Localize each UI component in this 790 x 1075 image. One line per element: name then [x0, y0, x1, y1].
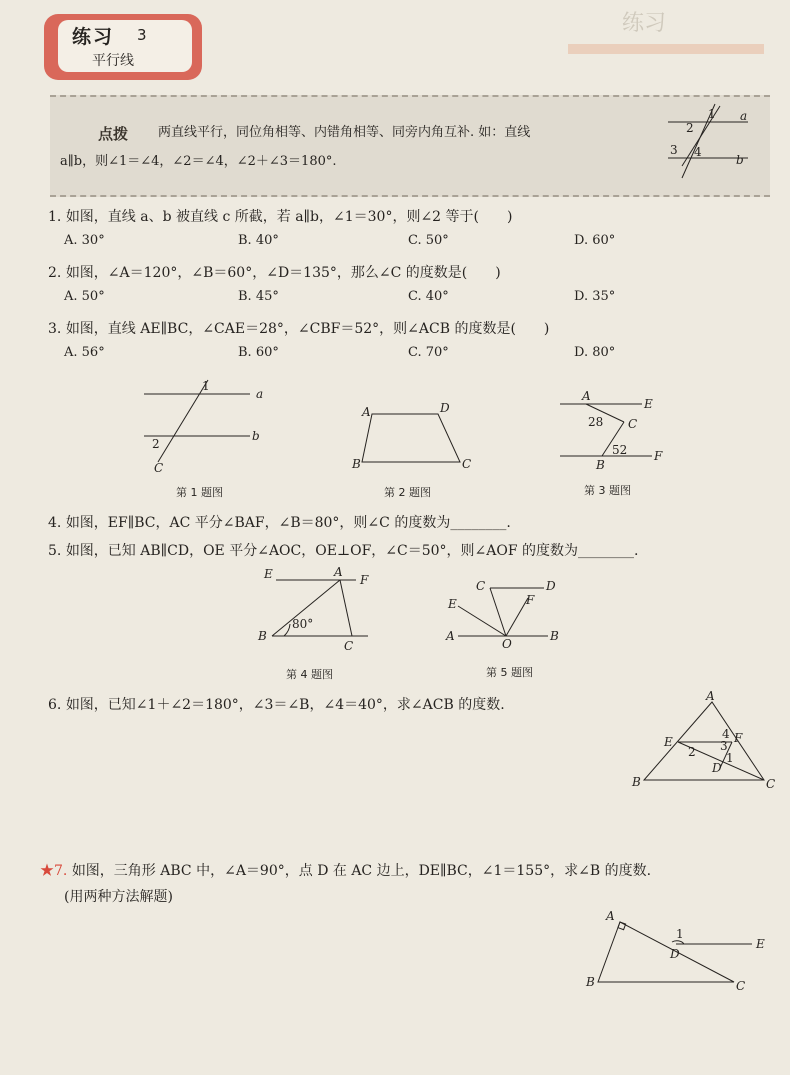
question-7-note: (用两种方法解题)	[64, 889, 173, 905]
fig1-label: a	[256, 387, 264, 401]
question-1: 1. 如图，直线 a、b 被直线 c 所截，若 a∥b，∠1＝30°，则∠2 等于( )	[48, 209, 513, 225]
fig2-label: D	[440, 401, 450, 415]
fig6-label: 1	[726, 751, 734, 765]
exercise-subtitle: 平行线	[92, 53, 134, 69]
q1-option-c: C. 50°	[408, 233, 449, 248]
fig5-label: C	[476, 579, 486, 593]
fig5-label: O	[502, 637, 512, 650]
fig3-label: C	[628, 417, 638, 431]
q3-option-b: B. 60°	[238, 345, 279, 360]
fig6-label: D	[712, 761, 722, 775]
fig7-label: A	[606, 909, 615, 923]
q2-option-a: A. 50°	[64, 289, 105, 304]
fig3-label: F	[654, 449, 663, 463]
fig1-label: 2	[152, 437, 160, 451]
fig6-label: A	[706, 690, 715, 703]
fig5-label: F	[526, 593, 535, 607]
ghost-bleed-title: 练习	[622, 11, 667, 36]
fig5-label: D	[546, 579, 556, 593]
q3-option-a: A. 56°	[64, 345, 105, 360]
figure-4	[256, 564, 384, 654]
hint-fig-label: 3	[670, 143, 678, 157]
fig4-label: C	[344, 639, 354, 653]
hint-line-1: 两直线平行，同位角相等、内错角相等、同旁内角互补. 如：直线	[158, 125, 531, 140]
fig1-label: 1	[202, 379, 210, 393]
question-4: 4. 如图，EF∥BC，AC 平分∠BAF，∠B＝80°，则∠C 的度数为________.	[48, 515, 511, 531]
fig7-label: E	[756, 937, 765, 951]
ghost-bleed-bar	[568, 44, 764, 54]
exercise-number: 3	[137, 26, 147, 44]
q3-option-d: D. 80°	[574, 345, 616, 360]
hint-fig-label: b	[736, 153, 744, 167]
figure-1	[140, 378, 280, 478]
fig6-label: E	[664, 735, 673, 749]
figure-3	[556, 390, 671, 472]
question-3: 3. 如图，直线 AE∥BC，∠CAE＝28°，∠CBF＝52°，则∠ACB 的度数是( )	[48, 321, 550, 337]
hint-fig-label: 2	[686, 121, 694, 135]
fig5-label: A	[446, 629, 455, 643]
fig6-label: 2	[688, 745, 696, 759]
fig7-label: B	[586, 975, 595, 989]
fig3-label: 28	[588, 415, 604, 429]
fig7-label: 1	[676, 927, 684, 941]
fig2-label: C	[462, 457, 472, 471]
fig6-label: B	[632, 775, 641, 789]
fig4-label: A	[334, 565, 343, 579]
q1-option-a: A. 30°	[64, 233, 105, 248]
hint-label: 点拨	[98, 125, 129, 143]
figure-1-caption: 第 1 题图	[176, 486, 223, 499]
figure-5	[444, 576, 564, 650]
fig1-label: C	[154, 461, 164, 475]
fig3-label: B	[596, 458, 605, 472]
q1-option-d: D. 60°	[574, 233, 616, 248]
fig6-label: 4	[722, 727, 730, 741]
q1-option-b: B. 40°	[238, 233, 279, 248]
q3-option-c: C. 70°	[408, 345, 449, 360]
figure-2-caption: 第 2 题图	[384, 486, 431, 499]
fig2-label: B	[352, 457, 361, 471]
figure-2	[348, 400, 483, 475]
figure-6	[628, 690, 788, 794]
fig4-label: 80°	[292, 617, 314, 631]
question-7: ★7. 如图，三角形 ABC 中，∠A＝90°，点 D 在 AC 边上，DE∥BC，∠1＝155°，求∠B 的度数.	[40, 863, 652, 879]
hint-line-2: a∥b，则∠1＝∠4，∠2＝∠4，∠2＋∠3＝180°.	[60, 154, 337, 169]
fig7-label: D	[670, 947, 680, 961]
figure-7	[584, 906, 774, 996]
fig3-label: A	[582, 390, 591, 403]
fig3-label: 52	[612, 443, 628, 457]
exercise-title: 练习	[72, 26, 115, 48]
figure-5-caption: 第 5 题图	[486, 666, 533, 679]
question-2: 2. 如图，∠A＝120°，∠B＝60°，∠D＝135°，那么∠C 的度数是( )	[48, 265, 501, 281]
figure-3-caption: 第 3 题图	[584, 484, 631, 497]
hint-fig-label: 1	[708, 107, 716, 121]
hint-fig-label: a	[740, 109, 748, 123]
fig5-label: B	[550, 629, 559, 643]
q2-option-b: B. 45°	[238, 289, 279, 304]
fig7-label: C	[736, 979, 746, 993]
q2-option-c: C. 40°	[408, 289, 449, 304]
question-5: 5. 如图，已知 AB∥CD，OE 平分∠AOC，OE⊥OF，∠C＝50°，则∠AOF 的度数为________.	[48, 543, 639, 559]
hint-figure	[660, 100, 760, 180]
q2-option-d: D. 35°	[574, 289, 616, 304]
fig6-label: 3	[720, 739, 728, 753]
fig4-label: E	[264, 567, 273, 581]
fig6-label: F	[734, 731, 743, 745]
fig4-label: B	[258, 629, 267, 643]
question-6: 6. 如图，已知∠1＋∠2＝180°，∠3＝∠B，∠4＝40°，求∠ACB 的度数.	[48, 697, 505, 713]
figure-4-caption: 第 4 题图	[286, 668, 333, 681]
hint-fig-label: 4	[694, 145, 702, 159]
fig4-label: F	[360, 573, 369, 587]
fig6-label: C	[766, 777, 776, 791]
fig1-label: b	[252, 429, 260, 443]
fig2-label: A	[362, 405, 371, 419]
fig5-label: E	[448, 597, 457, 611]
fig3-label: E	[644, 397, 653, 411]
